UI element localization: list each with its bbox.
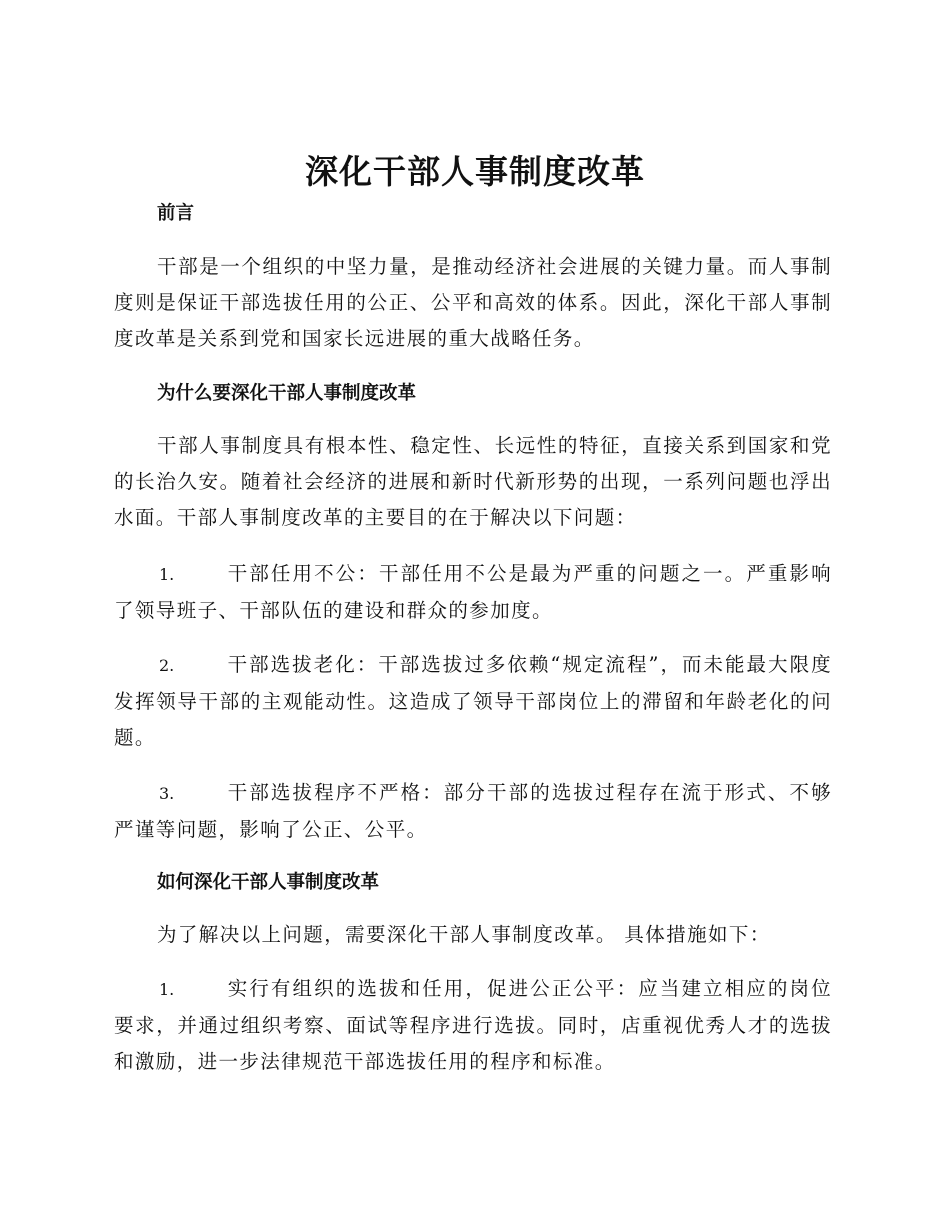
list-item-text: 干部选拔程序不严格：部分干部的选拔过程存在流于形式、不够严谨等问题，影响了公正、公平。 <box>114 781 832 841</box>
why-list-item-1 <box>114 556 832 629</box>
list-number: 1. <box>159 980 175 999</box>
list-number: 1. <box>159 565 175 584</box>
section-heading-how: 如何深化干部人事制度改革 <box>157 872 380 893</box>
section-heading-why: 为什么要深化干部人事制度改革 <box>157 383 417 404</box>
list-item-text: 实行有组织的选拔和任用，促进公正公平：应当建立相应的岗位要求，并通过组织考察、面试等程序进行选拔。同时，店重视优秀人才的选拔和激励，进一步法律规范干部选拔任用的程序和标准。 <box>114 977 832 1073</box>
why-list-item-2 <box>114 647 832 756</box>
list-number: 2. <box>159 656 175 675</box>
document-title: 深化干部人事制度改革 <box>305 152 645 191</box>
how-list-item-1 <box>114 971 832 1080</box>
why-intro-paragraph: 干部人事制度具有根本性、稳定性、长远性的特征，直接关系到国家和党的长治久安。随着社会经济的进展和新时代新形势的出现，一系列问题也浮出水面。干部人事制度改革的主要目的在于解决以下问题： <box>114 434 832 529</box>
preface-paragraph: 干部是一个组织的中坚力量，是推动经济社会进展的关键力量。而人事制度则是保证干部选拔任用的公正、公平和高效的体系。因此，深化干部人事制度改革是关系到党和国家长远进展的重大战略任务。 <box>114 255 832 350</box>
list-number: 3. <box>159 784 175 803</box>
section-heading-preface: 前言 <box>157 203 195 224</box>
why-list-item-3 <box>114 775 832 848</box>
list-item-text: 干部任用不公：干部任用不公是最为严重的问题之一。严重影响了领导班子、干部队伍的建设和群众的参加度。 <box>114 562 832 622</box>
list-item-text: 干部选拔老化：干部选拔过多依赖“规定流程”，而未能最大限度发挥领导干部的主观能动性。这造成了领导干部岗位上的滞留和年龄老化的问题。 <box>114 653 832 749</box>
how-intro-paragraph: 为了解决以上问题，需要深化干部人事制度改革。 具体措施如下： <box>157 923 771 946</box>
